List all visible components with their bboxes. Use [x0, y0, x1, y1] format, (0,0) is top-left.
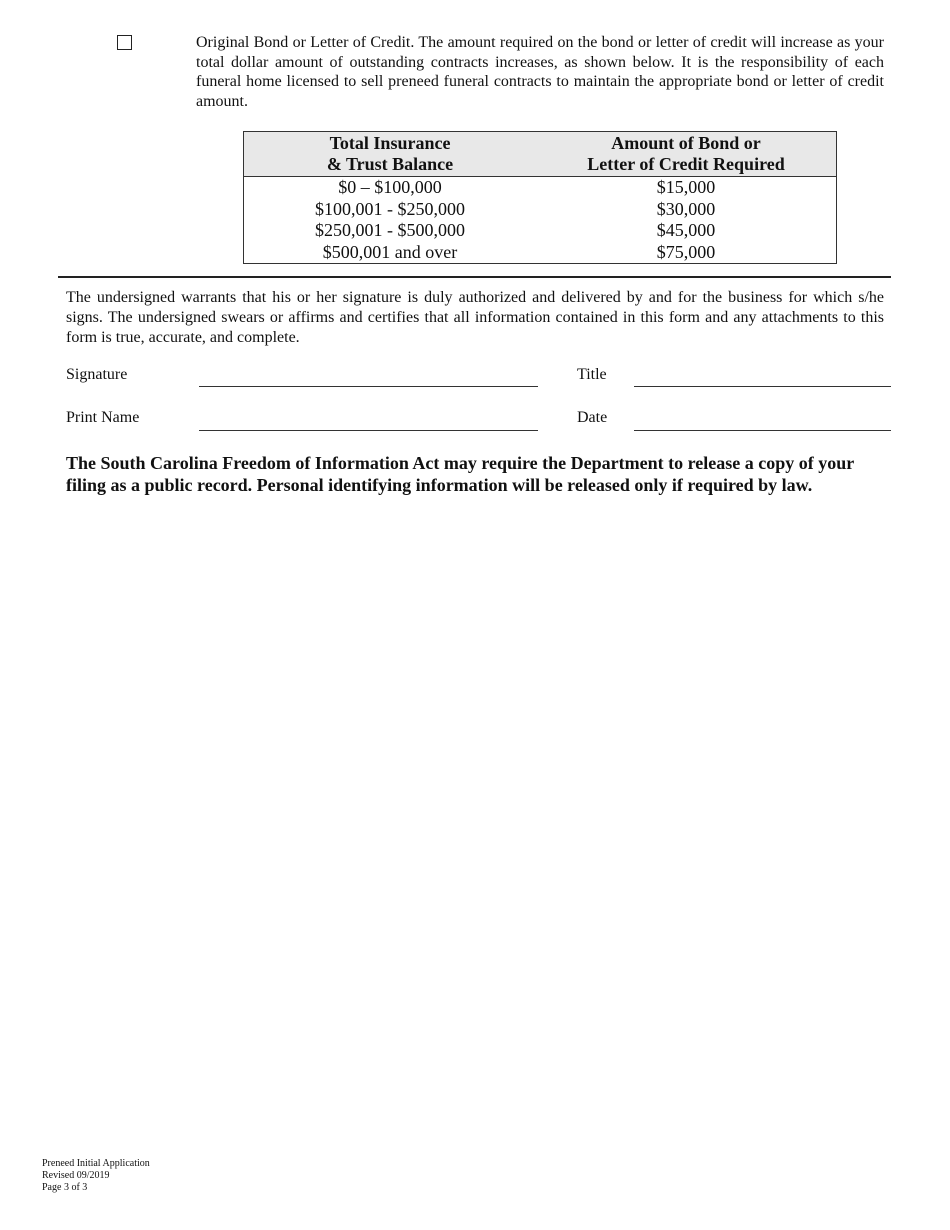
header-line: Letter of Credit Required: [587, 154, 785, 174]
bond-amount-cell: $75,000: [656, 241, 716, 262]
date-field[interactable]: [634, 430, 891, 431]
bond-requirement-table: [243, 131, 837, 264]
title-field[interactable]: [634, 386, 891, 387]
bond-amount-cell: $15,000: [656, 177, 716, 197]
header-line: & Trust Balance: [326, 154, 454, 174]
table-row: [244, 177, 837, 199]
table-row: [244, 199, 837, 221]
page-footer: [42, 1158, 150, 1194]
balance-range-cell: $250,001 - $500,000: [315, 220, 465, 240]
table-row: [244, 220, 837, 242]
certification-text: The undersigned warrants that his or her signature is duly authorized and delivered by and for the business for which s/he signs. The undersigned swears or affirms and certifies that all information contained in this form and any attachments to this form is true, accurate, and complete.: [66, 289, 884, 346]
balance-range-cell: $500,001 and over: [322, 241, 458, 262]
print-name-label: Print Name: [66, 409, 140, 426]
header-line: Amount of Bond or: [611, 133, 761, 153]
foia-notice: The South Carolina Freedom of Information Act may require the Department to release a copy of your filing as a public record. Personal identifying information will be released only if required by law.: [66, 453, 854, 495]
table-row: [244, 242, 837, 264]
bond-option-text: Original Bond or Letter of Credit. The amount required on the bond or letter of credit will increase as your total dollar amount of outstanding contracts increases, as shown below. It is the responsibility of each funeral home licensed to sell preneed funeral contracts to maintain the appropriate bond or letter of credit amount.: [196, 34, 884, 110]
date-label: Date: [577, 409, 608, 426]
footer-page-number: Page 3 of 3: [42, 1182, 88, 1193]
balance-range-cell: $0 – $100,000: [338, 177, 442, 197]
footer-form-name: Preneed Initial Application: [42, 1158, 150, 1169]
signature-label: Signature: [66, 366, 128, 383]
bond-amount-cell: $30,000: [656, 198, 716, 219]
table-header-row: [244, 132, 837, 177]
title-label: Title: [577, 366, 607, 383]
footer-revised-date: Revised 09/2019: [42, 1170, 110, 1181]
header-total-balance: [244, 132, 537, 177]
signature-field[interactable]: [199, 386, 538, 387]
print-name-field[interactable]: [199, 430, 538, 431]
header-bond-amount: [536, 132, 836, 177]
balance-range-cell: $100,001 - $250,000: [315, 198, 465, 219]
bond-option-checkbox[interactable]: [117, 35, 132, 50]
section-divider: [58, 276, 891, 278]
header-line: Total Insurance: [329, 133, 451, 153]
bond-amount-cell: $45,000: [656, 220, 716, 240]
